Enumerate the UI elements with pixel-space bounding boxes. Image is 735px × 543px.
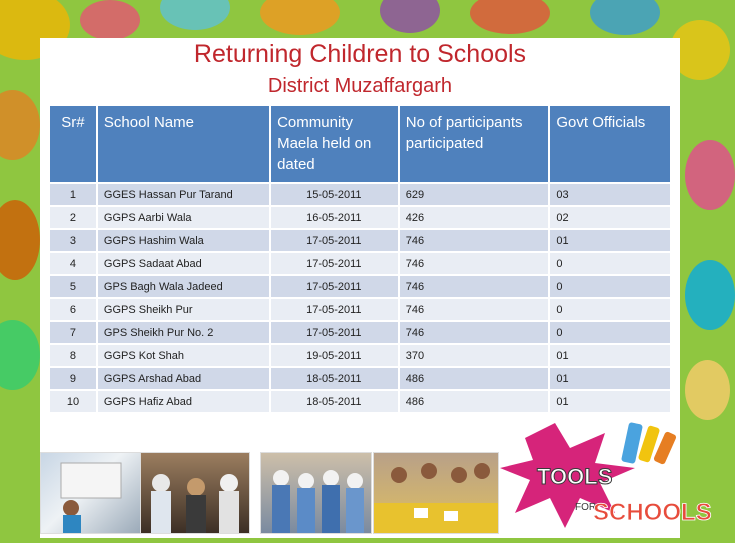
header-participants: No of participants participated <box>400 106 549 182</box>
cell-date: 18-05-2011 <box>271 391 398 412</box>
children-photo <box>140 452 250 534</box>
cell-participants: 426 <box>400 207 549 228</box>
cell-date: 15-05-2011 <box>271 184 398 205</box>
cell-officials: 0 <box>550 299 670 320</box>
table-row <box>50 207 670 228</box>
cell-officials: 01 <box>550 345 670 366</box>
cell-officials: 0 <box>550 276 670 297</box>
table-row <box>50 368 670 389</box>
cell-participants: 746 <box>400 322 549 343</box>
cell-participants: 746 <box>400 299 549 320</box>
logo-text-tools: TOOLS <box>537 464 613 489</box>
cell-sr: 10 <box>50 391 96 412</box>
header-sr: Sr# <box>50 106 96 182</box>
cell-participants: 746 <box>400 230 549 251</box>
cell-participants: 370 <box>400 345 549 366</box>
classroom-photo <box>40 452 142 534</box>
table-row <box>50 299 670 320</box>
header-govt-officials: Govt Officials <box>550 106 670 182</box>
cell-school-name: GGPS Sheikh Pur <box>98 299 269 320</box>
table-row <box>50 253 670 274</box>
cell-officials: 03 <box>550 184 670 205</box>
cell-sr: 7 <box>50 322 96 343</box>
page-title: Returning Children to Schools <box>193 40 527 68</box>
cell-sr: 9 <box>50 368 96 389</box>
header-maela-date: Community Maela held on dated <box>271 106 398 182</box>
cell-date: 17-05-2011 <box>271 299 398 320</box>
group-photo <box>260 452 372 534</box>
cell-school-name: GGPS Hafiz Abad <box>98 391 269 412</box>
tools-for-schools-logo <box>495 418 712 538</box>
table-row <box>50 276 670 297</box>
cell-sr: 6 <box>50 299 96 320</box>
page-subtitle: District Muzaffargarh <box>267 75 453 97</box>
cell-school-name: GGPS Aarbi Wala <box>98 207 269 228</box>
table-row <box>50 230 670 251</box>
cell-date: 17-05-2011 <box>271 322 398 343</box>
cell-officials: 01 <box>550 230 670 251</box>
cell-officials: 02 <box>550 207 670 228</box>
cell-school-name: GPS Sheikh Pur No. 2 <box>98 322 269 343</box>
cell-school-name: GGPS Hashim Wala <box>98 230 269 251</box>
cell-sr: 1 <box>50 184 96 205</box>
cell-participants: 746 <box>400 253 549 274</box>
cell-participants: 629 <box>400 184 549 205</box>
table-row <box>50 322 670 343</box>
cell-school-name: GPS Bagh Wala Jadeed <box>98 276 269 297</box>
logo-text-schools: SCHOOLS <box>593 499 712 526</box>
cell-officials: 01 <box>550 368 670 389</box>
table-row <box>50 345 670 366</box>
cell-officials: 0 <box>550 322 670 343</box>
cell-date: 16-05-2011 <box>271 207 398 228</box>
schools-table <box>48 104 672 414</box>
cell-sr: 3 <box>50 230 96 251</box>
cell-school-name: GGPS Sadaat Abad <box>98 253 269 274</box>
cell-officials: 0 <box>550 253 670 274</box>
cell-date: 17-05-2011 <box>271 276 398 297</box>
cell-sr: 2 <box>50 207 96 228</box>
cell-sr: 5 <box>50 276 96 297</box>
cell-date: 17-05-2011 <box>271 253 398 274</box>
cell-sr: 8 <box>50 345 96 366</box>
table-row <box>50 184 670 205</box>
cell-school-name: GGPS Kot Shah <box>98 345 269 366</box>
cell-officials: 01 <box>550 391 670 412</box>
cell-participants: 746 <box>400 276 549 297</box>
cell-sr: 4 <box>50 253 96 274</box>
cell-participants: 486 <box>400 391 549 412</box>
cell-participants: 486 <box>400 368 549 389</box>
logo-text-for: FOR <box>575 502 597 513</box>
cell-school-name: GGPS Arshad Abad <box>98 368 269 389</box>
cell-school-name: GGES Hassan Pur Tarand <box>98 184 269 205</box>
table-row <box>50 391 670 412</box>
class-activity-photo <box>373 452 499 534</box>
cell-date: 17-05-2011 <box>271 230 398 251</box>
cell-date: 19-05-2011 <box>271 345 398 366</box>
header-school-name: School Name <box>98 106 269 182</box>
table-header-row <box>50 106 670 182</box>
cell-date: 18-05-2011 <box>271 368 398 389</box>
